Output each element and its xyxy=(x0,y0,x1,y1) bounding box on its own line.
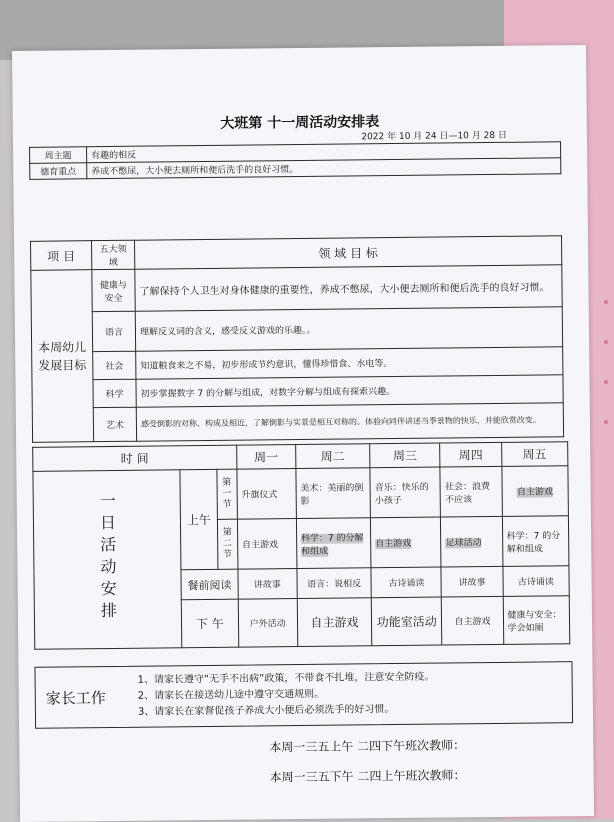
cell-p1-fri xyxy=(501,466,568,517)
cell-p2-wed xyxy=(370,517,441,568)
domain-health: 健康与安全 xyxy=(92,269,135,311)
domain-science: 科学 xyxy=(93,379,136,407)
document-date: 2022 年 10 月 24 日—10 月 28 日 xyxy=(361,130,507,143)
domain-language: 语言 xyxy=(92,311,135,351)
cell-p2-thu xyxy=(441,516,503,567)
paper-sheet xyxy=(12,45,594,822)
cell-p2-mon: 自主游戏 xyxy=(237,519,297,570)
parent-item-3: 3、请家长在家督促孩子养成大小便后必须洗手的好习惯。 xyxy=(137,704,395,718)
day-thu: 周四 xyxy=(440,442,501,467)
col-goal: 领 域 目 标 xyxy=(135,236,562,269)
focus-label: 德育重点 xyxy=(30,163,87,180)
goal-social: 知道粮食来之不易，初步形成节约意识，懂得珍惜食、水电等。 xyxy=(136,347,563,379)
theme-value: 有趣的相反 xyxy=(87,142,561,163)
morning-label: 上午 xyxy=(180,469,218,569)
goal-health: 了解保持个人卫生对身体健康的重要性，养成不憋尿，大小便去厕所和便后洗手的良好习惯。 xyxy=(135,265,562,311)
cell-read-tue: 语言：说相反 xyxy=(297,568,372,599)
cell-p1-mon: 升旗仪式 xyxy=(237,469,297,520)
afternoon-label: 下 午 xyxy=(181,599,238,648)
document-title: 大班第 十一周活动安排表 xyxy=(220,114,380,132)
reading-label: 餐前阅读 xyxy=(181,569,238,600)
period1-label: 第一节 xyxy=(217,469,237,519)
cell-read-mon: 讲故事 xyxy=(238,569,297,600)
col-domain: 五大领域 xyxy=(92,240,135,269)
board-dot xyxy=(604,420,608,424)
cell-read-thu: 讲故事 xyxy=(441,566,502,597)
parent-item-2: 2、请家长在接送幼儿途中遵守交通规则。 xyxy=(137,688,325,702)
cell-pm-thu: 自主游戏 xyxy=(442,596,504,645)
domain-social: 社会 xyxy=(93,351,136,379)
board-dot xyxy=(604,380,608,384)
goal-art: 感受倒影的对称、构成及相近，了解倒影与实景是相互对称的。体验向同伴讲述当季景物的快乐，并能欣赏改变。 xyxy=(136,403,563,441)
cell-read-fri: 古诗诵读 xyxy=(502,566,569,597)
parent-item-1: 1、请家长遵守“无手不出病”政策，不带食不扎堆，注意安全防疫。 xyxy=(137,671,435,686)
cell-p2-tue xyxy=(296,518,371,569)
goal-language: 理解反义词的含义，感受反义游戏的乐趣。。 xyxy=(135,307,562,351)
cell-p2-wed-text: 自主游戏 xyxy=(375,538,412,550)
cell-p1-thu: 社会：浪费不应该 xyxy=(440,466,502,517)
schedule-table xyxy=(32,441,570,650)
cell-p1-wed: 音乐：快乐的小孩子 xyxy=(370,467,441,518)
focus-value: 养成不憋尿，大小便去厕所和便后洗手的良好习惯。 xyxy=(87,158,561,179)
parent-work-section xyxy=(34,661,573,729)
goal-science: 初步掌握数字 7 的分解与组成，对数字分解与组成有探索兴趣。 xyxy=(136,375,563,407)
goals-table xyxy=(30,235,564,443)
period2-label: 第二节 xyxy=(217,519,237,569)
parent-work-list xyxy=(138,670,435,721)
board-dot xyxy=(604,300,608,304)
domain-art: 艺术 xyxy=(93,407,136,441)
day-wed: 周三 xyxy=(370,443,441,468)
cell-pm-wed: 功能室活动 xyxy=(371,597,442,646)
cell-pm-mon: 户外活动 xyxy=(238,599,298,648)
board-dot xyxy=(604,340,608,344)
cell-pm-fri: 健康与安全：学会如厕 xyxy=(503,596,570,645)
parent-work-label: 家长工作 xyxy=(45,689,106,708)
cell-p1-tue: 美术：美丽的倒影 xyxy=(296,468,371,519)
day-mon: 周一 xyxy=(236,445,295,470)
cell-p1-fri-text: 自主游戏 xyxy=(516,487,553,498)
schedule-section xyxy=(33,470,182,650)
duty-line-2: 本周一三五下午 二四上午班次教师： xyxy=(269,768,466,785)
schedule-section-label: 一日活动安排 xyxy=(97,491,118,624)
cell-p2-thu-text: 足球活动 xyxy=(445,538,482,549)
cell-p2-tue-text: 科学：7 的分解和组成 xyxy=(300,532,364,557)
theme-label: 周主题 xyxy=(30,147,87,164)
day-fri: 周五 xyxy=(501,442,568,467)
goals-section-label: 本周幼儿发展目标 xyxy=(31,270,94,443)
cell-pm-tue: 自主游戏 xyxy=(297,598,372,647)
day-tue: 周二 xyxy=(295,444,370,469)
col-item: 项 目 xyxy=(31,241,92,271)
header-table xyxy=(29,141,561,180)
cell-read-wed: 古诗诵读 xyxy=(371,567,442,598)
duty-line-1: 本周一三五上午 二四下午班次教师： xyxy=(269,738,466,755)
col-time: 时 间 xyxy=(33,445,237,471)
cell-p2-fri: 科学：7 的分解和组成 xyxy=(502,516,569,567)
